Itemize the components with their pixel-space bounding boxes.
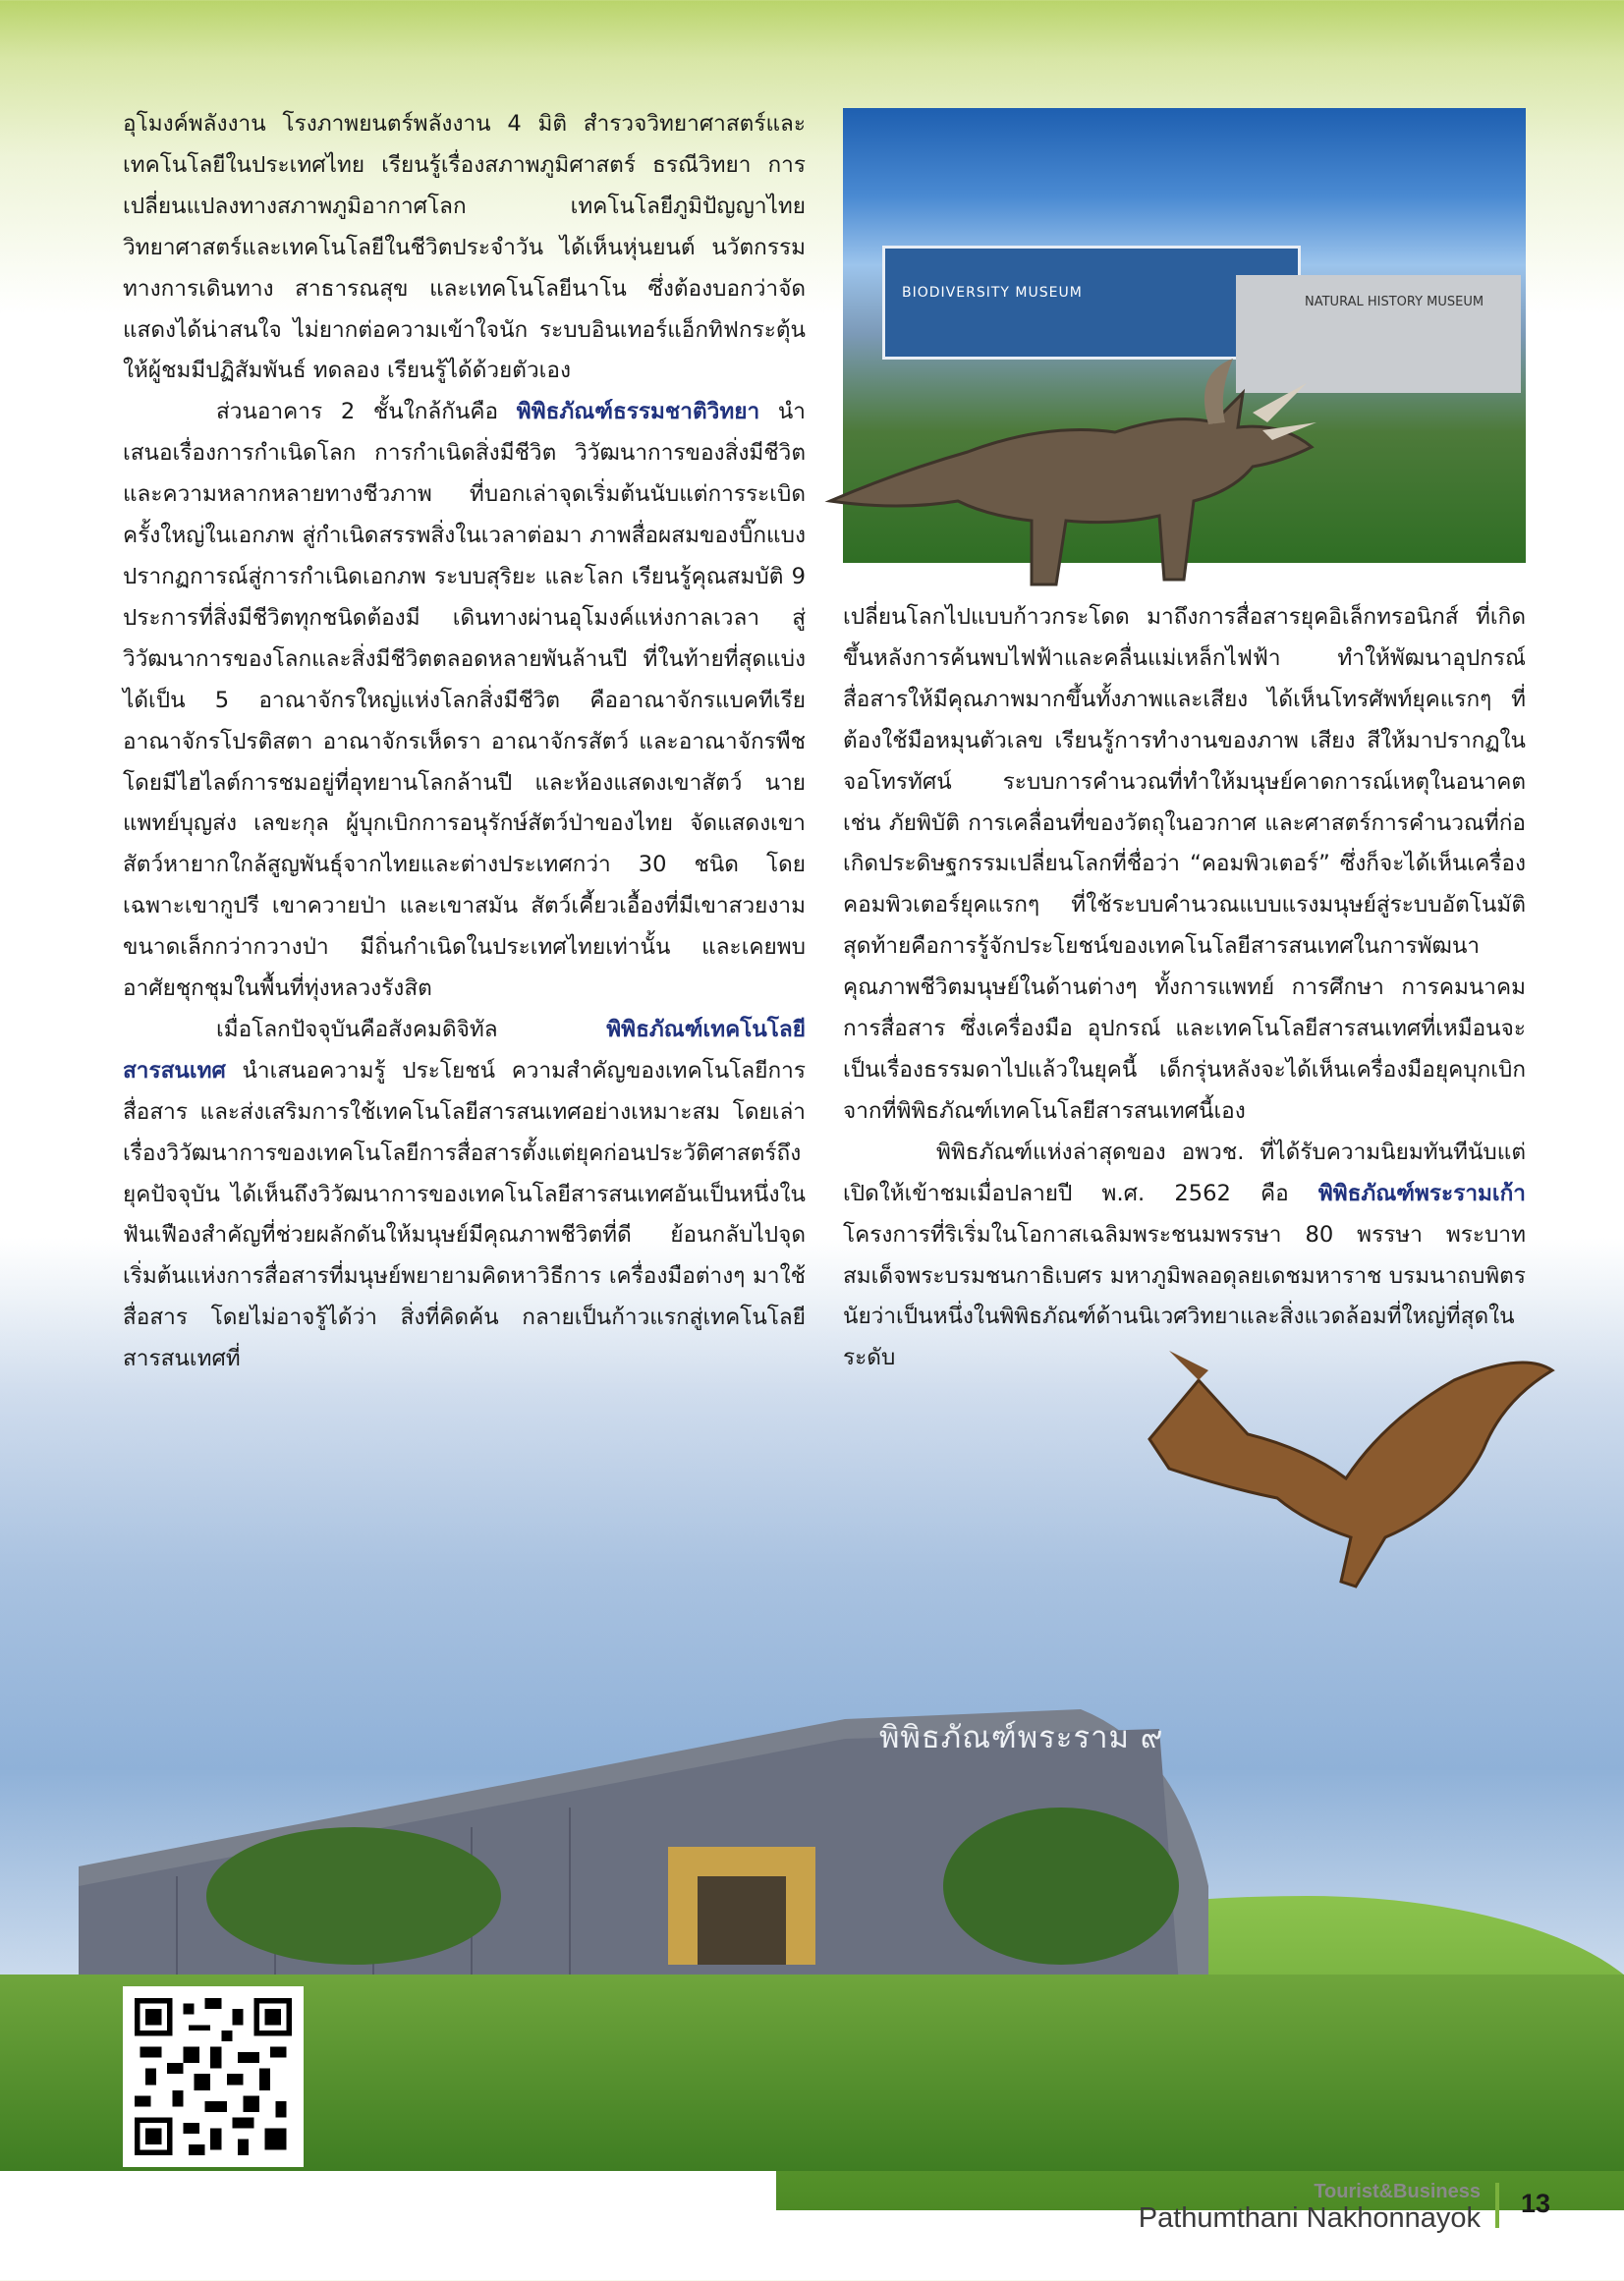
museum-name-highlight: พิพิธภัณฑ์เทคโนโลยีสารสนเทศ <box>123 1016 806 1084</box>
paragraph-text: นำเสนอเรื่องการกำเนิดโลก การกำเนิดสิ่งมีชีวิต วิวัฒนาการของสิ่งมีชีวิต และความหลากหลายทางชีวภาพ ที่บอกเล่าจุดเริ่มต้นนับแต่การระเบิดครั้งใหญ่ในเอกภพ สู่กำเนิดสรรพสิ่งในเวลาต่อมา ภาพสื่อผสมของบิ๊กแบงปรากฏการณ์สู่การกำเนิดเอกภพ ระบบสุริยะ และโลก เรียนรู้คุณสมบัติ 9 ประการที่สิ่งมีชีวิตทุกชนิดต้องมี เดินทางผ่านอุโมงค์แห่งกาลเวลา สู่วิวัฒนาการของโลกและสิ่งมีชีวิตตลอดหลายพันล้านปี ที่ในท้ายที่สุดแบ่งได้เป็น 5 อาณาจักรใหญ่แห่งโลกสิ่งมีชีวิต คืออาณาจักรแบคทีเรีย อาณาจักรโปรติสตา อาณาจักรเห็ดรา อาณาจักรสัตว์ และอาณาจักรพืช โดยมีไฮไลต์การชมอยู่ที่อุทยานโลกล้านปี และห้องแสดงเขาสัตว์ นายแพทย์บุญส่ง เลขะกุล ผู้บุกเบิกการอนุรักษ์สัตว์ป่าของไทย จัดแสดงเขาสัตว์หายากใกล้สูญพันธุ์จากไทยและต่างประเทศกว่า 30 ชนิด โดยเฉพาะเขากูปรี เขาควายป่า และเขาสมัน สัตว์เคี้ยวเอื้องที่มีเขาสวยงาม ขนาดเล็กกว่ากวางป่า มีถิ่นกำเนิดในประเทศไทยเท่านั้น และเคยพบอาศัยชุกชุมในพื้นที่ทุ่งหลวงรังสิต <box>123 399 806 1002</box>
paragraph-text: โครงการที่ริเริ่มในโอกาสเฉลิมพระชนมพรรษา 80 พรรษา พระบาทสมเด็จพระบรมชนกาธิเบศร มหาภูมิพลอดุลยเดชมหาราช บรมนาถบพิตร นัยว่าเป็นหนึ่งในพิพิธภัณฑ์ด้านนิเวศวิทยาและสิ่งแวดล้อมที่ใหญ่ที่สุดในระดับ <box>843 1221 1526 1371</box>
paragraph-text: เมื่อโลกปัจจุบันคือสังคมดิจิทัล <box>216 1016 607 1042</box>
brand-subtitle: Pathumthani Nakhonnayok <box>1138 2202 1481 2234</box>
right-text-column <box>843 597 1526 1379</box>
building-sign: NATURAL HISTORY MUSEUM <box>1305 295 1484 309</box>
museum-building-sign: พิพิธภัณฑ์พระราม ๙ <box>879 1720 1164 1755</box>
museum-name-highlight: พิพิธภัณฑ์ธรรมชาติวิทยา <box>516 399 760 425</box>
qr-code[interactable] <box>123 1986 304 2167</box>
paragraph-text: นำเสนอความรู้ ประโยชน์ ความสำคัญของเทคโนโลยีการสื่อสาร และส่งเสริมการใช้เทคโนโลยีสารสนเทศอย่างเหมาะสม โดยเล่าเรื่องวิวัฒนาการของเทคโนโลยีการสื่อสารตั้งแต่ยุคก่อนประวัติศาสตร์ถึงยุคปัจจุบัน ได้เห็นถึงวิวัฒนาการของเทคโนโลยีสารสนเทศอันเป็นหนึ่งในฟันเฟืองสำคัญที่ช่วยผลักดันให้มนุษย์มีคุณภาพชีวิตที่ดี ย้อนกลับไปจุดเริ่มต้นแห่งการสื่อสารที่มนุษย์พยายามคิดหาวิธีการ เครื่องมือต่างๆ มาใช้สื่อสาร โดยไม่อาจรู้ได้ว่า สิ่งที่คิดค้น กลายเป็นก้าวแรกสู่เทคโนโลยีสารสนเทศที่ <box>123 1057 806 1372</box>
left-text-column <box>123 104 806 1380</box>
building-sign: BIODIVERSITY MUSEUM <box>902 285 1083 301</box>
paragraph-text: ส่วนอาคาร 2 ชั้นใกล้กันคือ <box>216 399 517 425</box>
paragraph-text: พิพิธภัณฑ์แห่งล่าสุดของ อพวช. ที่ได้รับความนิยมทันทีนับแต่เปิดให้เข้าชมเมื่อปลายปี พ.ศ. 2562 คือ <box>843 1139 1526 1206</box>
triceratops-image <box>820 354 1331 609</box>
page-number: 13 <box>1521 2189 1551 2218</box>
pterosaur-image <box>1130 1341 1562 1616</box>
paragraph: เปลี่ยนโลกไปแบบก้าวกระโดด มาถึงการสื่อสารยุคอิเล็กทรอนิกส์ ที่เกิดขึ้นหลังการค้นพบไฟฟ้าและคลื่นแม่เหล็กไฟฟ้า ทำให้พัฒนาอุปกรณ์สื่อสารให้มีคุณภาพมากขึ้นทั้งภาพและเสียง ได้เห็นโทรศัพท์ยุคแรกๆ ที่ต้องใช้มือหมุนตัวเลข เรียนรู้การทำงานของภาพ เสียง สีให้มาปรากฏในจอโทรทัศน์ ระบบการคำนวณที่ทำให้มนุษย์คาดการณ์เหตุในอนาคต เช่น ภัยพิบัติ การเคลื่อนที่ของวัตถุในอวกาศ และศาสตร์การคำนวณที่ก่อเกิดประดิษฐกรรมเปลี่ยนโลกที่ชื่อว่า “คอมพิวเตอร์” ซึ่งก็จะได้เห็นเครื่องคอมพิวเตอร์ยุคแรกๆ ที่ใช้ระบบคำนวณแบบแรงมนุษย์สู่ระบบอัตโนมัติ สุดท้ายคือการรู้จักประโยชน์ของเทคโนโลยีสารสนเทศในการพัฒนาคุณภาพชีวิตมนุษย์ในด้านต่างๆ ทั้งการแพทย์ การศึกษา การคมนาคม การสื่อสาร ซึ่งเครื่องมือ อุปกรณ์ และเทคโนโลยีสารสนเทศที่เหมือนจะเป็นเรื่องธรรมดาไปแล้วในยุคนี้ เด็กรุ่นหลังจะได้เห็นเครื่องมือยุคบุกเบิกจากที่พิพิธภัณฑ์เทคโนโลยีสารสนเทศนี้เอง <box>843 604 1526 1124</box>
paragraph <box>123 1010 806 1380</box>
paragraph: อุโมงค์พลังงาน โรงภาพยนตร์พลังงาน 4 มิติ สำรวจวิทยาศาสตร์และเทคโนโลยีในประเทศไทย เรียนรู้เรื่องสภาพภูมิศาสตร์ ธรณีวิทยา การเปลี่ยนแปลงทางสภาพภูมิอากาศโลก เทคโนโลยีภูมิปัญญาไทย วิทยาศาสตร์และเทคโนโลยีในชีวิตประจำวัน ได้เห็นหุ่นยนต์ นวัตกรรมทางการเดินทาง สาธารณสุข และเทคโนโลยีนาโน ซึ่งต้องบอกว่าจัดแสดงได้น่าสนใจ ไม่ยากต่อความเข้าใจนัก ระบบอินเทอร์แอ็กทิฟกระตุ้นให้ผู้ชมมีปฏิสัมพันธ์ ทดลอง เรียนรู้ได้ด้วยตัวเอง <box>123 111 806 384</box>
museum-name-highlight: พิพิธภัณฑ์พระรามเก้า <box>1317 1180 1526 1206</box>
brand-title: Tourist&Business <box>1314 2181 1481 2202</box>
paragraph <box>123 392 806 1010</box>
footer-divider <box>1495 2183 1499 2228</box>
